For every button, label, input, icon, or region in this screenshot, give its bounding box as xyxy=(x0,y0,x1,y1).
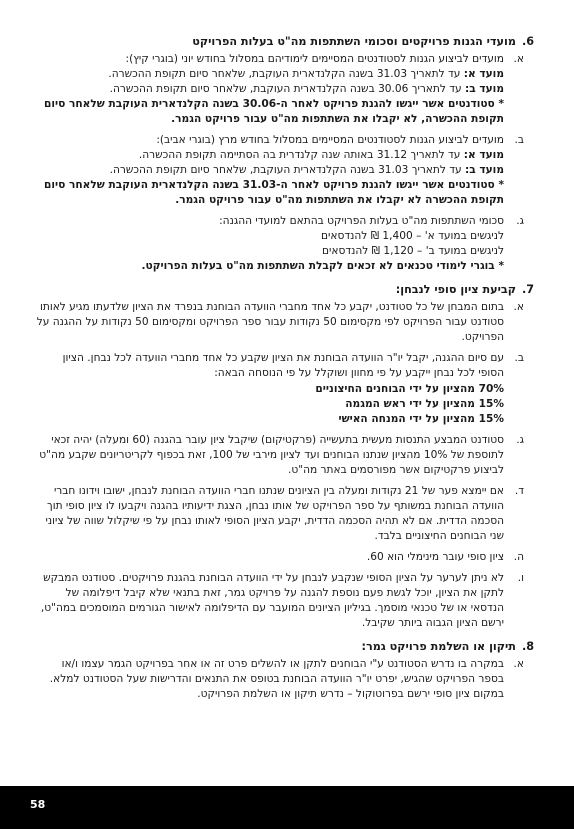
item-letter: א. xyxy=(513,301,524,313)
item-letter: ג. xyxy=(516,434,524,446)
amount-line: לניגשים במועד ב' – 1,120 ₪ להנדסאים xyxy=(321,245,504,257)
document-page xyxy=(34,34,534,710)
list-item xyxy=(34,351,524,427)
item-text: מועדים לביצוע הגנות לסטודנטים המסיימים לימודיהם במסלול בחודש יוני (בוגרי קיץ): xyxy=(125,53,504,65)
deadline-text: עד לתאריך 31.12 באותה שנה קלנדרית בה הסתיימה תקופת ההכשרה. xyxy=(138,149,464,161)
page-number: 58 xyxy=(30,798,46,811)
section-number: 6. xyxy=(521,35,534,48)
item-text: בתום המבחן של כל סטודנט, יקבע כל אחד מחברי הוועדה הבוחנת בנפרד את הציון שלדעתו מגיע לאותו סטודנט עבור הפרויקט לפי מקסימום 50 נקודות עבור ספר הפרויקט ומקסימום 50 נקודות על ההגנה על הפרויקט. xyxy=(36,301,504,343)
weight-line: 15% מהציון על ידי ראש המגמה xyxy=(345,398,504,410)
item-letter: ה. xyxy=(513,551,524,563)
weight-line: 70% מהציון על ידי הבוחנים החיצוניים xyxy=(315,383,504,395)
list-item xyxy=(34,52,524,127)
item-letter: א. xyxy=(513,53,524,65)
section-8 xyxy=(34,639,534,702)
item-text: סטודנט המבצע התנסות מעשית בתעשייה (פרקטיקום) שיקבל ציון עובר בהגנה (60 ומעלה) יהיה זכאי לתוספת של 10% מהציון שנתנו הבוחנים ועד לציון מירבי של 100, זאת בכפוף לקריטריונים שקבע מה"ט לביצוע פרקטיקום אשר מפורסמים באתר מה"ט. xyxy=(39,434,504,476)
list-item xyxy=(34,300,524,345)
item-text: ציון סופי עובר מינימלי הוא 60. xyxy=(366,551,504,563)
section-title: קביעת ציון סופי לנבחן: xyxy=(395,283,516,296)
list-item xyxy=(34,133,524,208)
deadline-text: עד לתאריך 31.03 בשנה הקלנדארית העוקבת, שלאחר סיום תקופת ההכשרה. xyxy=(109,164,466,176)
deadline-label: מועד ב: xyxy=(465,164,504,176)
list-item xyxy=(34,484,524,544)
list-item xyxy=(34,433,524,478)
item-text: סכומי השתתפות מה"ט בעלות הפרויקט בהתאם למועדי ההגנה: xyxy=(219,215,504,227)
item-text: אם יימצא פער של 21 נקודות ומעלה בין הציונים שנתנו חברי הוועדה הבוחנת לנבחן, ישובו וידונו חברי הוועדה הבוחנת במשותף על ספר הפרויקט של אותו נבחן, הצגת ידיעותיו בהגנה ויקבעו לו ציון סופי תוך הסכמה הדדית. אם לא תהיה הסכמה הדדית, יקבע הציון הסופי לאותו נבחן על פי שיקלול שווה של ציוני שני הבוחנים החיצוניים בלבד. xyxy=(45,485,504,542)
item-letter: א. xyxy=(513,658,524,670)
deadline-label: מועד א: xyxy=(463,149,504,161)
item-text: עם סיום ההגנה, יקבל יו"ר הוועדה הבוחנת את הציון שקבע כל אחד מחברי הוועדה לכל נבחן. הציון הסופי לכל נבחן ייקבע על פי מחוון ושוקלל על פי הנוסחה הבאה: xyxy=(62,352,504,379)
amount-line: לניגשים במועד א' – 1,400 ₪ להנדסאים xyxy=(321,230,504,242)
list-item xyxy=(34,550,524,565)
note-text: * בוגרי לימודי טכנאים לא זכאים לקבלת השתתפות מה"ט בעלות הפרויקט. xyxy=(141,260,504,272)
item-letter: ו. xyxy=(517,572,524,584)
section-6 xyxy=(34,34,534,274)
deadline-text: עד לתאריך 30.06 בשנה הקלנדארית העוקבת, שלאחר סיום תקופת ההכשרה. xyxy=(109,83,466,95)
deadline-label: מועד א: xyxy=(463,68,504,80)
item-letter: ג. xyxy=(516,215,524,227)
section-8-heading xyxy=(34,639,534,654)
item-text: מועדים לביצוע הגנות לסטודנטים המסיימים במסלול בחודש מרץ (בוגרי אביב): xyxy=(156,134,504,146)
section-6-heading xyxy=(34,34,534,49)
item-letter: ב. xyxy=(514,134,524,146)
item-letter: ב. xyxy=(514,352,524,364)
section-title: תיקון או השלמת פרויקט גמר: xyxy=(361,640,516,653)
note-text: * סטודנטים אשר ייגשו להגנת פרויקט לאחר ה-30.06 בשנה הקלנדארית העוקבת שלאחר סיום תקופת ההכשרה, לא יקבלו את השתתפות מה"ט עבור פרויקט הגמר. xyxy=(44,98,504,125)
section-number: 8. xyxy=(521,640,534,653)
list-item xyxy=(34,571,524,631)
section-number: 7. xyxy=(521,283,534,296)
page-footer xyxy=(0,786,574,829)
list-item xyxy=(34,214,524,274)
item-letter: ד. xyxy=(514,485,524,497)
note-text: * סטודנטים אשר ייגשו להגנת פרויקט לאחר ה-31.03 בשנה הקלנדארית העוקבת שלאחר סיום תקופת ההכשרה לא יקבלו את השתתפות מה"ט עבור פרויקט הגמר. xyxy=(44,179,504,206)
deadline-label: מועד ב: xyxy=(465,83,504,95)
item-text: לא ניתן לערער על הציון הסופי שנקבע לנבחן על ידי הוועדה הבוחנת בהגנת פרויקטים. סטודנט המבקש לתקן את הציון, יוכל לגשת פעם נוספת להגנה על פרויקט גמר, זאת בתנאי שלא קיבל דיפלומה של הנדסאי או של טכנאי מוסמך. בגיליון הציונים המועבר עם הדיפלומה לאישור הגורמים המוסמכים במה"ט, ירשם הציון הגבוה ביותר שקיבל. xyxy=(40,572,504,629)
deadline-text: עד לתאריך 31.03 בשנה הקלנדארית העוקבת, שלאחר סיום תקופת ההכשרה. xyxy=(108,68,464,80)
section-title: מועדי הגנות פרויקטים וסכומי השתתפות מה"ט בעלות הפרויקט xyxy=(192,35,516,48)
section-7-heading xyxy=(34,282,534,297)
item-text: במקרה בו נדרש הסטודנט ע"י הבוחנים לתקן או להשלים פרט זה או אחר בפרויקט הגמר עצמו ו/או בספר הפרויקט שהגיש, יפרט יו"ר הוועדה הבוחנת בטופס את התנאים והדרישות שעל הסטודנט למלא. במקום ציון סופי ירשם בפרוטוקול – נדרש תיקון או השלמת הפרויקט. xyxy=(49,658,504,700)
weight-line: 15% מהציון על ידי המנחה האישי xyxy=(338,413,504,425)
section-7 xyxy=(34,282,534,631)
list-item xyxy=(34,657,524,702)
